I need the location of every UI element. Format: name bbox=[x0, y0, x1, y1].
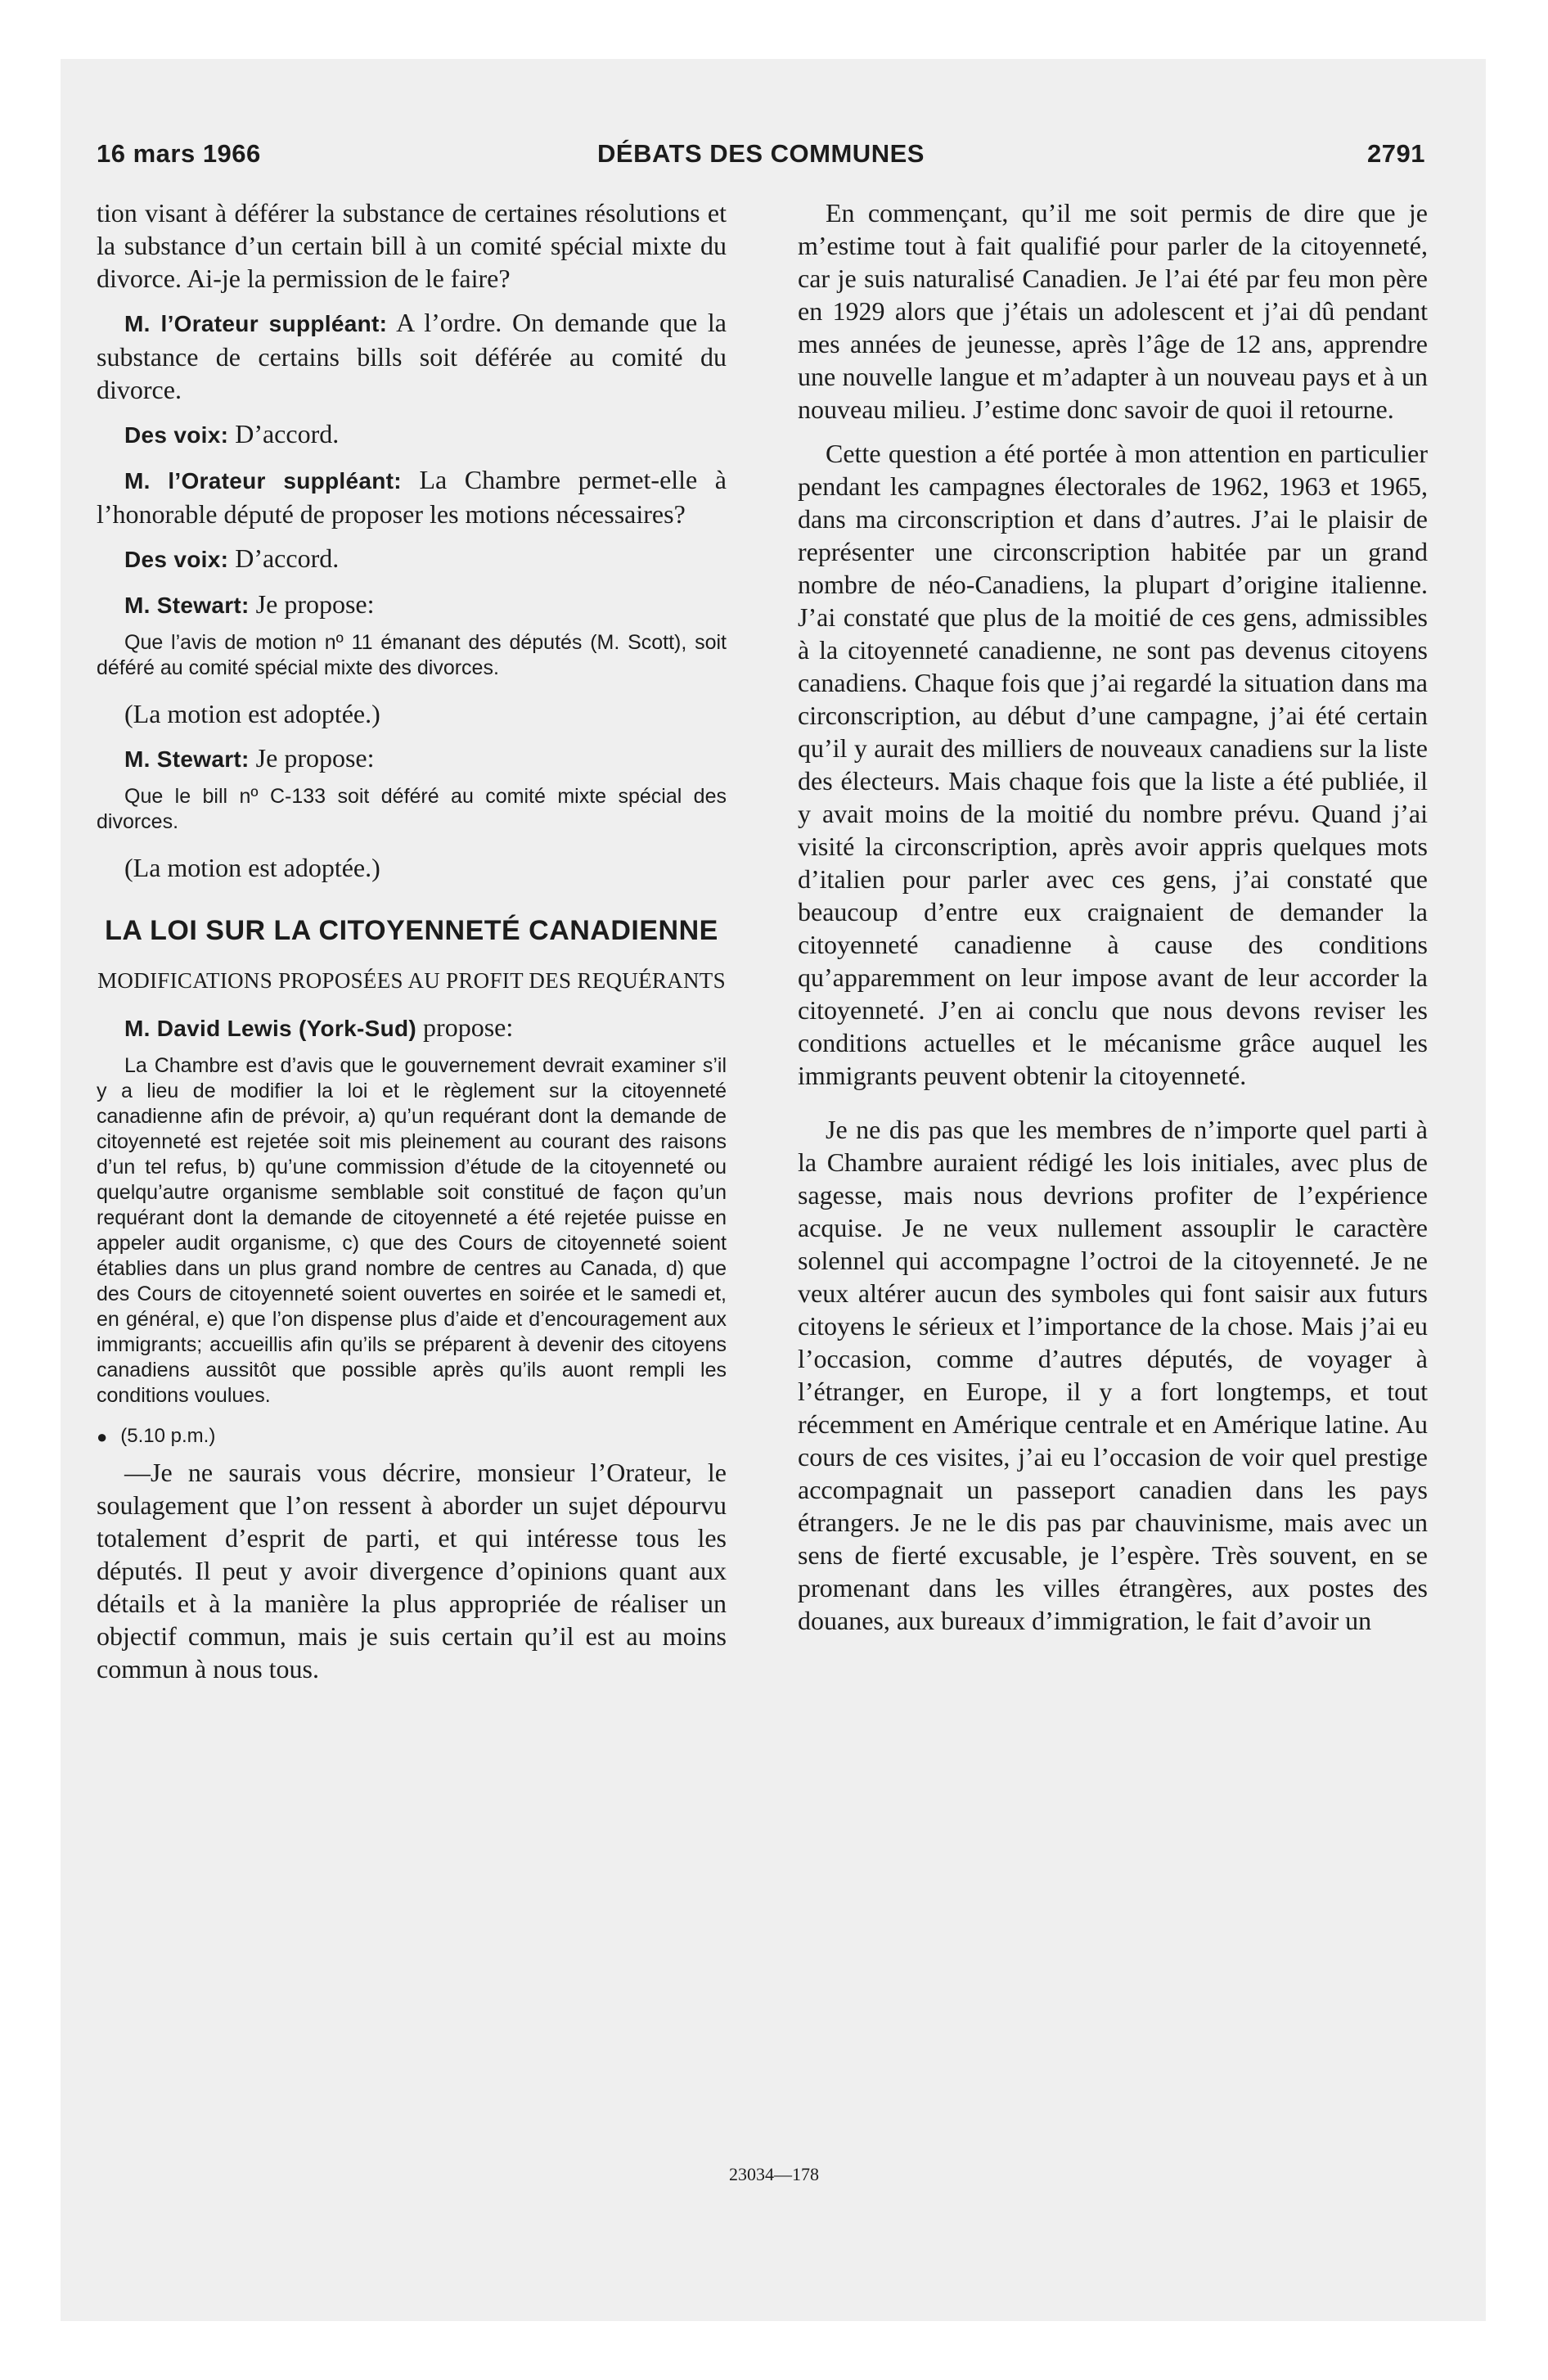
speaker-name: M. Stewart: bbox=[124, 746, 250, 772]
paragraph: tion visant à déférer la substance de certaines résolutions et la substance d’un certain bill à un comité spécial mixte du divorce. Ai-je la permission de le faire? bbox=[97, 198, 727, 293]
motion-adopted: (La motion est adoptée.) bbox=[124, 853, 380, 882]
speech-paragraph bbox=[97, 463, 727, 530]
speech-paragraph bbox=[97, 542, 727, 576]
speech-text: Je propose: bbox=[249, 743, 375, 773]
right-column bbox=[798, 196, 1428, 1637]
speech-text: A l’ordre. On demande que la substance de certains bills soit déférée au comité du divorce. bbox=[97, 308, 727, 404]
speech-paragraph bbox=[97, 1011, 727, 1045]
header-date: 16 mars 1966 bbox=[97, 139, 261, 168]
motion-text: La Chambre est d’avis que le gouvernement devrait examiner s’il y a lieu de modifier la loi et le règlement sur la citoyenneté canadienne afin de prévoir, a) qu’un requérant dont la demande de citoyenneté est rejetée soit mis pleinement au courant des raisons d’un tel refus, b) qu’une commission d’étude de la citoyenneté ou quelqu’autre organisme semblable soit constitué de façon qu’un requérant dont la demande de citoyenneté a été rejetée puisse en appeler audit organisme, c) que des Cours de citoyenneté soient établies dans un plus grand nombre de centres au Canada, d) que des Cours de citoyenneté soient ouvertes en soirée et le samedi et, en général, e) que l’on dispense plus d’aide et d’encouragement aux immigrants; accueillis afin qu’ils se préparent à devenir des citoyens canadiens aussitôt que possible après qu’ils auont rempli les conditions voulues. bbox=[97, 1054, 727, 1407]
speech-paragraph bbox=[97, 741, 727, 776]
page-header bbox=[97, 139, 1425, 180]
motion-adopted: (La motion est adoptée.) bbox=[124, 699, 380, 728]
speaker-name: M. l’Orateur suppléant: bbox=[124, 311, 388, 336]
left-column bbox=[97, 196, 727, 1685]
speech-paragraph bbox=[97, 588, 727, 622]
print-code: 23034—178 bbox=[729, 2164, 819, 2184]
motion-text: Que le bill nº C-133 soit déféré au comité mixte spécial des divorces. bbox=[97, 785, 727, 833]
speaker-name: Des voix: bbox=[124, 547, 229, 572]
paragraph: En commençant, qu’il me soit permis de dire que je m’estime tout à fait qualifié pour parler de la citoyenneté, car je suis naturalisé Canadien. Je l’ai été par feu mon père en 1929 alors que j’étais un adolescent et j’ai dû pendant mes années de jeunesse, après l’âge de 12 ans, apprendre une nouvelle langue et m’adapter à un nouveau pays et à un nouveau milieu. J’estime donc savoir de quoi il retourne. bbox=[798, 198, 1428, 424]
motion-text: Que l’avis de motion nº 11 émanant des députés (M. Scott), soit déféré au comité spécial mixte des divorces. bbox=[97, 631, 727, 679]
speaker-name: M. l’Orateur suppléant: bbox=[124, 468, 402, 494]
section-subheading: MODIFICATIONS PROPOSÉES AU PROFIT DES REQUÉRANTS bbox=[97, 968, 726, 993]
speaker-name: Des voix: bbox=[124, 422, 229, 448]
speaker-name: M. David Lewis (York-Sud) bbox=[124, 1016, 417, 1041]
speech-text: La Chambre permet-elle à l’honorable député de proposer les motions nécessaires? bbox=[97, 465, 727, 529]
paragraph: —Je ne saurais vous décrire, monsieur l’Orateur, le soulagement que l’on ressent à aborder un sujet dépourvu totalement d’esprit de parti, et qui intéresse tous les députés. Il peut y avoir divergence d’opinions quant aux détails et à la manière la plus appropriée de réaliser un objectif commun, mais je suis certain qu’il est au moins commun à nous tous. bbox=[97, 1458, 727, 1684]
header-page-number: 2791 bbox=[1367, 139, 1425, 168]
speech-text: propose: bbox=[416, 1012, 514, 1042]
timestamp: ● (5.10 p.m.) bbox=[97, 1425, 216, 1447]
speech-paragraph bbox=[97, 417, 727, 452]
section-heading: LA LOI SUR LA CITOYENNETÉ CANADIENNE bbox=[105, 915, 718, 946]
header-title: DÉBATS DES COMMUNES bbox=[597, 139, 925, 168]
speech-text: D’accord. bbox=[228, 419, 340, 449]
speech-text: Je propose: bbox=[249, 589, 375, 619]
speech-text: D’accord. bbox=[228, 543, 340, 573]
paragraph: Je ne dis pas que les membres de n’importe quel parti à la Chambre auraient rédigé les lois initiales, avec plus de sagesse, mais nous devrions profiter de l’expérience acquise. Je ne veux nullement assouplir le caractère solennel qui accompagne l’octroi de la citoyenneté. Je ne veux altérer aucun des symboles qui font saisir aux futurs citoyens le sérieux et l’importance de la chose. Mais j’ai eu l’occasion, comme d’autres députés, de voyager à l’étranger, en Europe, il y a fort longtemps, et tout récemment en Amérique centrale et en Amérique latine. Au cours de ces visites, j’ai eu l’occasion de voir quel prestige accompagnait un passeport canadien dans les pays étrangers. Je ne le dis pas par chauvinisme, mais avec un sens de fierté excusable, je l’espère. Très souvent, en se promenant dans les villes étrangères, aux postes des douanes, aux bureaux d’immigration, le fait d’avoir un bbox=[798, 1115, 1428, 1635]
speaker-name: M. Stewart: bbox=[124, 593, 250, 618]
speech-paragraph bbox=[97, 306, 727, 406]
paragraph: Cette question a été portée à mon attention en particulier pendant les campagnes électorales de 1962, 1963 et 1965, dans ma circonscription et dans d’autres. J’ai le plaisir de représenter une circonscription habitée par un grand nombre de néo-Canadiens, la plupart d’origine italienne. J’ai constaté que plus de la moitié de ces gens, admissibles à la citoyenneté canadienne, ne sont pas devenus citoyens canadiens. Chaque fois que j’ai regardé la situation dans ma circonscription, au début d’une campagne, j’ai été certain qu’il y aurait des milliers de nouveaux canadiens sur la liste des électeurs. Mais chaque fois que la liste a été publiée, il y avait moins de la moitié du nombre prévu. Quand j’ai visité la circonscription, après avoir appris quelques mots d’italien pour parler avec ces gens, j’ai constaté que beaucoup d’entre eux craignaient de demander la citoyenneté canadienne à cause des conditions qu’apparemment on leur impose avant de leur accorder la citoyenneté. J’en ai conclu que nous devons reviser les conditions actuelles et le mécanisme grâce auquel les immigrants peuvent obtenir la citoyenneté. bbox=[798, 439, 1428, 1090]
bullet-icon: ● bbox=[97, 1426, 108, 1447]
